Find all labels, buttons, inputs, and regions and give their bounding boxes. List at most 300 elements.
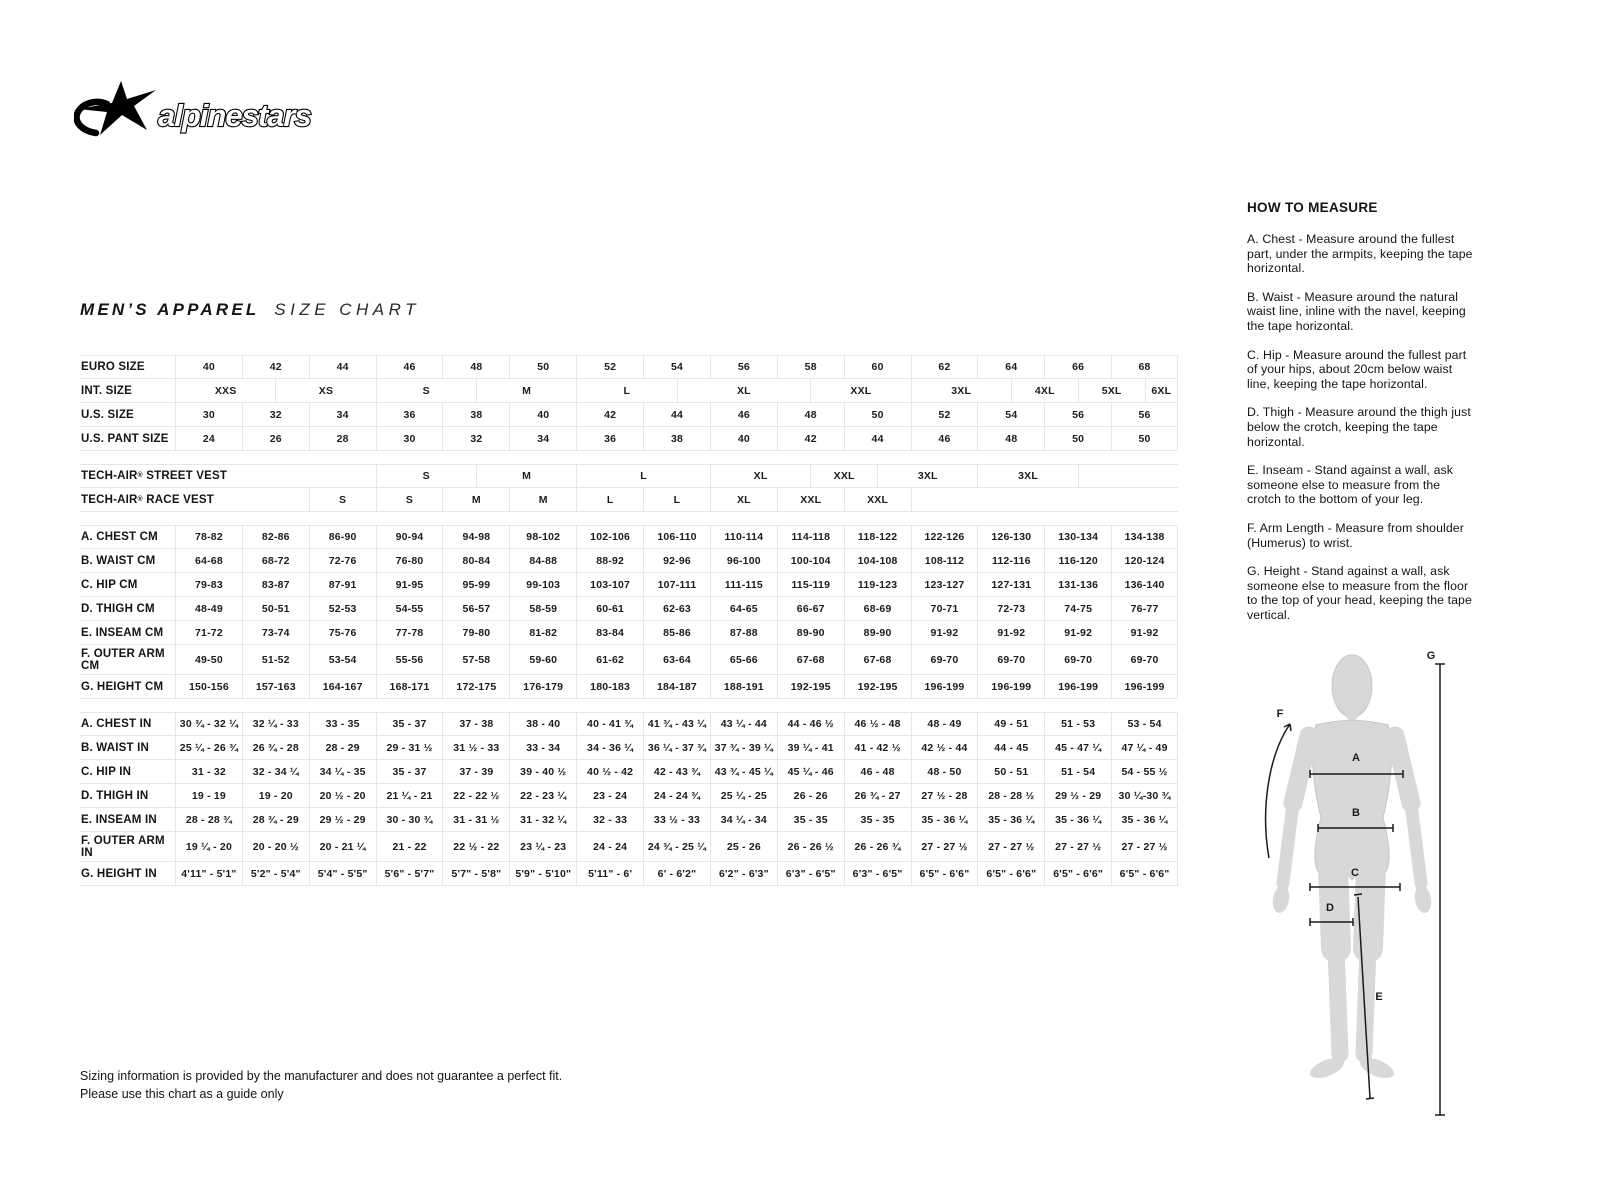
size-cell: 120-124 xyxy=(1111,549,1178,572)
alpinestars-logo xyxy=(74,78,364,144)
size-cell: M xyxy=(476,379,576,402)
measure-panel-title: HOW TO MEASURE xyxy=(1247,200,1378,215)
label-C: C xyxy=(1351,867,1359,879)
size-cell: 88-92 xyxy=(576,549,643,572)
size-cell: 31 - 32 xyxy=(175,760,242,783)
size-cell: 23 ¼ - 23 xyxy=(509,832,576,861)
size-cell: 98-102 xyxy=(509,526,576,548)
footer-disclaimer xyxy=(80,1068,562,1103)
size-cell: 62-63 xyxy=(643,597,710,620)
table-row-tech-air-race-vest xyxy=(80,488,1178,512)
table-row-hip-cm xyxy=(80,573,1178,597)
size-cell: 39 - 40 ½ xyxy=(509,760,576,783)
size-cell: 91-92 xyxy=(1111,621,1178,644)
size-cell: 112-116 xyxy=(977,549,1044,572)
size-cell: 6'5" - 6'6" xyxy=(1111,862,1178,885)
size-cell: 46 ½ - 48 xyxy=(844,713,911,735)
size-cell: 31 - 32 ¼ xyxy=(509,808,576,831)
size-cell: 38 xyxy=(442,403,509,426)
size-cell: 24 xyxy=(175,427,242,450)
size-cell: 89-90 xyxy=(777,621,844,644)
size-cell: 49-50 xyxy=(175,645,242,674)
size-cell: 53-54 xyxy=(309,645,376,674)
size-cell: 35 - 35 xyxy=(844,808,911,831)
size-cell: 36 xyxy=(576,427,643,450)
size-cell: 196-199 xyxy=(1044,675,1111,698)
size-cell: 26 ¾ - 27 xyxy=(844,784,911,807)
size-cell: 56 xyxy=(710,356,777,378)
size-cell: XXL xyxy=(810,465,877,487)
size-cell: XS xyxy=(275,379,375,402)
size-cell: 27 - 27 ½ xyxy=(911,832,978,861)
size-cell: 28 ¾ - 29 xyxy=(242,808,309,831)
size-cell: 108-112 xyxy=(911,549,978,572)
size-cell: 79-80 xyxy=(442,621,509,644)
size-cell: 184-187 xyxy=(643,675,710,698)
size-cell: 164-167 xyxy=(309,675,376,698)
size-cell: 5'9" - 5'10" xyxy=(509,862,576,885)
size-cell: 168-171 xyxy=(376,675,443,698)
size-cell: 95-99 xyxy=(442,573,509,596)
label-B: B xyxy=(1352,807,1360,819)
size-cell: 79-83 xyxy=(175,573,242,596)
size-cell: 30 xyxy=(175,403,242,426)
size-cell: 77-78 xyxy=(376,621,443,644)
size-cell: 196-199 xyxy=(911,675,978,698)
disclaimer-line-2: Please use this chart as a guide only xyxy=(80,1086,284,1101)
size-cell: 61-62 xyxy=(576,645,643,674)
size-cell: 57-58 xyxy=(442,645,509,674)
size-cell: 50 xyxy=(1111,427,1178,450)
size-cell: 134-138 xyxy=(1111,526,1178,548)
size-cell: 60-61 xyxy=(576,597,643,620)
size-cell: 54 xyxy=(977,403,1044,426)
size-cell: 196-199 xyxy=(977,675,1044,698)
row-label-height-in: G. HEIGHT IN xyxy=(81,867,157,880)
size-cell: 36 xyxy=(376,403,443,426)
size-cell: 54 - 55 ½ xyxy=(1111,760,1178,783)
size-cell: 136-140 xyxy=(1111,573,1178,596)
label-F: F xyxy=(1276,708,1284,720)
size-cell: 58-59 xyxy=(509,597,576,620)
size-cell: 90-94 xyxy=(376,526,443,548)
size-cell: 66 xyxy=(1044,356,1111,378)
row-label-tech-air-street-vest: TECH-AIR ® STREET VEST xyxy=(81,470,228,482)
size-cell: 34 xyxy=(309,403,376,426)
size-cell: 5'6" - 5'7" xyxy=(376,862,443,885)
size-cell: S xyxy=(309,488,376,511)
table-row-outer-arm-cm xyxy=(80,645,1178,675)
size-cell: 119-123 xyxy=(844,573,911,596)
size-cell: 107-111 xyxy=(643,573,710,596)
size-cell: 30 ¾ - 32 ¼ xyxy=(175,713,242,735)
table-row-thigh-in xyxy=(80,784,1178,808)
size-cell: 48 - 50 xyxy=(911,760,978,783)
size-cell: 51-52 xyxy=(242,645,309,674)
size-cell: 50 xyxy=(509,356,576,378)
size-cell: 19 ¼ - 20 xyxy=(175,832,242,861)
height-measure-line xyxy=(1435,664,1445,1115)
size-cell: 80-84 xyxy=(442,549,509,572)
size-cell: 83-87 xyxy=(242,573,309,596)
table-row-hip-in xyxy=(80,760,1178,784)
size-cell: 131-136 xyxy=(1044,573,1111,596)
size-cell: 49 - 51 xyxy=(977,713,1044,735)
table-row-chest-cm xyxy=(80,525,1178,549)
row-label-int-size: INT. SIZE xyxy=(81,384,133,397)
size-cell: 35 - 36 ¼ xyxy=(1044,808,1111,831)
size-cell: 192-195 xyxy=(777,675,844,698)
page-title-secondary: SIZE CHART xyxy=(274,300,421,319)
size-cell: 69-70 xyxy=(977,645,1044,674)
size-cell: 62 xyxy=(911,356,978,378)
size-cell: 24 ¾ - 25 ¼ xyxy=(643,832,710,861)
size-cell: S xyxy=(376,488,443,511)
table-row-thigh-cm xyxy=(80,597,1178,621)
size-cell: 32 ¼ - 33 xyxy=(242,713,309,735)
size-cell: 91-95 xyxy=(376,573,443,596)
label-D: D xyxy=(1326,902,1334,914)
row-label-outer-arm-in: F. OUTER ARM IN xyxy=(81,834,165,859)
table-row-waist-cm xyxy=(80,549,1178,573)
size-cell: 52 xyxy=(911,403,978,426)
size-cell: 27 - 27 ½ xyxy=(977,832,1044,861)
size-cell: 33 - 34 xyxy=(509,736,576,759)
size-cell: 26 - 26 ½ xyxy=(777,832,844,861)
size-cell: 100-104 xyxy=(777,549,844,572)
size-cell: 64 xyxy=(977,356,1044,378)
size-cell: 22 - 22 ½ xyxy=(442,784,509,807)
empty-cell xyxy=(1078,465,1178,487)
page-title-primary: MEN’S APPAREL xyxy=(80,300,260,319)
size-cell: 45 - 47 ¼ xyxy=(1044,736,1111,759)
table-row-tech-air-street-vest xyxy=(80,464,1178,488)
size-cell: 34 xyxy=(509,427,576,450)
table-row-chest-in xyxy=(80,712,1178,736)
alpinestars-star-icon xyxy=(77,81,156,135)
size-cell: M xyxy=(442,488,509,511)
size-cell: 176-179 xyxy=(509,675,576,698)
size-cell: 22 - 23 ¼ xyxy=(509,784,576,807)
size-cell: 87-88 xyxy=(710,621,777,644)
row-label-inseam-cm: E. INSEAM CM xyxy=(81,626,164,639)
size-cell: 34 ¼ - 34 xyxy=(710,808,777,831)
row-label-waist-cm: B. WAIST CM xyxy=(81,554,156,567)
size-cell: 35 - 36 ¼ xyxy=(911,808,978,831)
size-cell: 40 - 41 ¾ xyxy=(576,713,643,735)
size-cell: 68 xyxy=(1111,356,1178,378)
size-cell: 66-67 xyxy=(777,597,844,620)
size-cell: 74-75 xyxy=(1044,597,1111,620)
size-cell: 96-100 xyxy=(710,549,777,572)
size-cell: 38 - 40 xyxy=(509,713,576,735)
size-cell: 20 - 21 ¼ xyxy=(309,832,376,861)
size-cell: 6'5" - 6'6" xyxy=(911,862,978,885)
size-cell: 25 ¼ - 25 xyxy=(710,784,777,807)
table-row-outer-arm-in xyxy=(80,832,1178,862)
size-cell: 25 ¼ - 26 ¾ xyxy=(175,736,242,759)
size-cell: 196-199 xyxy=(1111,675,1178,698)
size-cell: 28 - 28 ¾ xyxy=(175,808,242,831)
row-label-hip-cm: C. HIP CM xyxy=(81,578,138,591)
label-G: G xyxy=(1426,650,1436,662)
empty-cell xyxy=(911,488,1178,511)
table-row-us-size xyxy=(80,403,1178,427)
size-cell: 68-72 xyxy=(242,549,309,572)
size-cell: 6'3" - 6'5" xyxy=(844,862,911,885)
measure-item: D. Thigh - Measure around the thigh just below the crotch, keeping the tape horizontal. xyxy=(1247,405,1471,449)
size-cell: 50 xyxy=(844,403,911,426)
size-cell: 157-163 xyxy=(242,675,309,698)
size-cell: 84-88 xyxy=(509,549,576,572)
size-cell: 6'3" - 6'5" xyxy=(777,862,844,885)
size-cell: 37 - 39 xyxy=(442,760,509,783)
size-cell: 54 xyxy=(643,356,710,378)
table-row-int-size xyxy=(80,379,1178,403)
size-cell: 36 ¼ - 37 ¾ xyxy=(643,736,710,759)
size-cell: 5'4" - 5'5" xyxy=(309,862,376,885)
row-label-tech-air-race-vest: TECH-AIR ® RACE VEST xyxy=(81,493,214,506)
size-cell: 38 xyxy=(643,427,710,450)
size-cell: 69-70 xyxy=(1044,645,1111,674)
size-cell: 43 ¼ - 44 xyxy=(710,713,777,735)
size-cell: 32 xyxy=(442,427,509,450)
size-cell: 44 xyxy=(309,356,376,378)
size-cell: 64-65 xyxy=(710,597,777,620)
body-figure-svg xyxy=(1243,618,1453,1118)
size-cell: 127-131 xyxy=(977,573,1044,596)
size-cell: 39 ¼ - 41 xyxy=(777,736,844,759)
size-cell: 44 xyxy=(844,427,911,450)
measure-item: B. Waist - Measure around the natural waist line, inline with the navel, keeping the tape horizontal. xyxy=(1247,289,1466,333)
size-cell: 50-51 xyxy=(242,597,309,620)
size-cell: 111-115 xyxy=(710,573,777,596)
size-cell: 26 ¾ - 28 xyxy=(242,736,309,759)
size-cell: 34 - 36 ¼ xyxy=(576,736,643,759)
row-label-euro-size: EURO SIZE xyxy=(81,361,145,373)
row-label-outer-arm-cm: F. OUTER ARM CM xyxy=(81,647,165,672)
size-cell: 6'5" - 6'6" xyxy=(977,862,1044,885)
size-cell: 27 - 27 ½ xyxy=(1044,832,1111,861)
measure-item: A. Chest - Measure around the fullest part, under the armpits, keeping the tape horizontal. xyxy=(1247,232,1473,276)
table-row-waist-in xyxy=(80,736,1178,760)
size-cell: 114-118 xyxy=(777,526,844,548)
size-cell: 42 - 43 ¾ xyxy=(643,760,710,783)
size-cell: 26 - 26 ¾ xyxy=(844,832,911,861)
measure-item: C. Hip - Measure around the fullest part of your hips, about 20cm below waist line, keeping the tape horizontal. xyxy=(1247,347,1467,391)
size-cell: 56-57 xyxy=(442,597,509,620)
size-cell: S xyxy=(376,465,476,487)
size-cell: 69-70 xyxy=(911,645,978,674)
size-cell: 34 ¼ - 35 xyxy=(309,760,376,783)
size-cell: 48-49 xyxy=(175,597,242,620)
table-row-inseam-cm xyxy=(80,621,1178,645)
size-cell: 29 ½ - 29 xyxy=(309,808,376,831)
size-cell: 52 xyxy=(576,356,643,378)
size-cell: 48 - 49 xyxy=(911,713,978,735)
size-cell: L xyxy=(643,488,710,511)
size-cell: 5'7" - 5'8" xyxy=(442,862,509,885)
size-cell: L xyxy=(576,465,710,487)
size-cell: 76-77 xyxy=(1111,597,1178,620)
size-cell: 54-55 xyxy=(376,597,443,620)
row-label-us-pant-size: U.S. PANT SIZE xyxy=(81,432,169,445)
size-cell: M xyxy=(476,465,576,487)
size-cell: XL xyxy=(710,465,810,487)
size-cell: 72-73 xyxy=(977,597,1044,620)
size-cell: 28 - 29 xyxy=(309,736,376,759)
page-title xyxy=(80,300,420,320)
size-cell: 26 xyxy=(242,427,309,450)
size-cell: 23 - 24 xyxy=(576,784,643,807)
size-cell: 89-90 xyxy=(844,621,911,644)
size-cell: M xyxy=(509,488,576,511)
size-cell: 48 xyxy=(777,403,844,426)
size-cell: 42 xyxy=(777,427,844,450)
size-cell: 4XL xyxy=(1011,379,1078,402)
row-label-height-cm: G. HEIGHT CM xyxy=(81,680,164,693)
size-cell: 59-60 xyxy=(509,645,576,674)
size-cell: 99-103 xyxy=(509,573,576,596)
size-cell: 123-127 xyxy=(911,573,978,596)
size-cell: 48 xyxy=(977,427,1044,450)
size-cell: 44 - 45 xyxy=(977,736,1044,759)
row-label-chest-in: A. CHEST IN xyxy=(81,718,152,730)
size-cell: 32 - 33 xyxy=(576,808,643,831)
size-cell: 81-82 xyxy=(509,621,576,644)
size-cell: 33 - 35 xyxy=(309,713,376,735)
size-cell: 19 - 20 xyxy=(242,784,309,807)
size-cell: 68-69 xyxy=(844,597,911,620)
size-cell: 52-53 xyxy=(309,597,376,620)
size-cell: 70-71 xyxy=(911,597,978,620)
size-cell: 46 xyxy=(911,427,978,450)
measure-panel xyxy=(1247,200,1476,636)
size-cell: 46 - 48 xyxy=(844,760,911,783)
size-cell: 21 - 22 xyxy=(376,832,443,861)
size-cell: 188-191 xyxy=(710,675,777,698)
disclaimer-line-1: Sizing information is provided by the manufacturer and does not guarantee a perfect fit. xyxy=(80,1069,563,1083)
size-cell: 46 xyxy=(710,403,777,426)
size-cell: 35 - 35 xyxy=(777,808,844,831)
table-row-height-in xyxy=(80,862,1178,886)
size-cell: 110-114 xyxy=(710,526,777,548)
size-cell: XXL xyxy=(844,488,911,511)
size-cell: 6XL xyxy=(1145,379,1178,402)
size-cell: 71-72 xyxy=(175,621,242,644)
size-cell: 91-92 xyxy=(977,621,1044,644)
alpinestars-logo-svg xyxy=(74,78,364,144)
size-cell: 42 xyxy=(242,356,309,378)
size-cell: 24 - 24 xyxy=(576,832,643,861)
size-cell: 40 ½ - 42 xyxy=(576,760,643,783)
size-cell: 78-82 xyxy=(175,526,242,548)
size-cell: 21 ¼ - 21 xyxy=(376,784,443,807)
size-cell: 76-80 xyxy=(376,549,443,572)
size-cell: XXL xyxy=(810,379,910,402)
size-cell: 19 - 19 xyxy=(175,784,242,807)
size-cell: 91-92 xyxy=(1044,621,1111,644)
table-row-inseam-in xyxy=(80,808,1178,832)
size-cell: 86-90 xyxy=(309,526,376,548)
size-cell: 87-91 xyxy=(309,573,376,596)
size-cell: 5'2" - 5'4" xyxy=(242,862,309,885)
size-cell: 56 xyxy=(1044,403,1111,426)
size-cell: 3XL xyxy=(977,465,1077,487)
size-cell: 41 - 42 ½ xyxy=(844,736,911,759)
size-cell: 20 ½ - 20 xyxy=(309,784,376,807)
row-label-thigh-in: D. THIGH IN xyxy=(81,789,149,802)
row-label-thigh-cm: D. THIGH CM xyxy=(81,602,155,615)
size-cell: 44 xyxy=(643,403,710,426)
row-label-waist-in: B. WAIST IN xyxy=(81,741,150,754)
size-cell: 46 xyxy=(376,356,443,378)
size-cell: 44 - 46 ½ xyxy=(777,713,844,735)
size-cell: 42 ½ - 44 xyxy=(911,736,978,759)
size-cell: 6'2" - 6'3" xyxy=(710,862,777,885)
size-cell: 115-119 xyxy=(777,573,844,596)
size-cell: 67-68 xyxy=(777,645,844,674)
size-cell: 58 xyxy=(777,356,844,378)
size-cell: 5'11" - 6' xyxy=(576,862,643,885)
measure-item: E. Inseam - Stand against a wall, ask someone else to measure from the crotch to the bottom of your leg. xyxy=(1247,463,1454,507)
size-cell: 60 xyxy=(844,356,911,378)
size-cell: XXL xyxy=(777,488,844,511)
size-cell: 118-122 xyxy=(844,526,911,548)
size-cell: 6' - 6'2" xyxy=(643,862,710,885)
label-A: A xyxy=(1352,752,1360,764)
size-cell: 27 - 27 ½ xyxy=(1111,832,1178,861)
size-cell: 40 xyxy=(710,427,777,450)
size-cell: 150-156 xyxy=(175,675,242,698)
size-cell: 63-64 xyxy=(643,645,710,674)
measure-item: F. Arm Length - Measure from shoulder (Humerus) to wrist. xyxy=(1247,520,1464,550)
measure-item: G. Height - Stand against a wall, ask someone else to measure from the floor to the top of your head, keeping the tape vertical. xyxy=(1247,564,1472,622)
size-cell: 35 - 37 xyxy=(376,760,443,783)
table-row-us-pant-size xyxy=(80,427,1178,451)
size-cell: 67-68 xyxy=(844,645,911,674)
size-cell: 126-130 xyxy=(977,526,1044,548)
size-cell: 106-110 xyxy=(643,526,710,548)
size-cell: L xyxy=(576,379,676,402)
size-cell: 25 - 26 xyxy=(710,832,777,861)
size-cell: 83-84 xyxy=(576,621,643,644)
measure-panel-items xyxy=(1247,232,1476,622)
size-cell: 22 ½ - 22 xyxy=(442,832,509,861)
size-cell: 51 - 54 xyxy=(1044,760,1111,783)
size-cell: 37 - 38 xyxy=(442,713,509,735)
size-cell: 102-106 xyxy=(576,526,643,548)
body-figure xyxy=(1243,618,1453,1118)
size-cell: 122-126 xyxy=(911,526,978,548)
size-cell: 51 - 53 xyxy=(1044,713,1111,735)
size-cell: 41 ¾ - 43 ¼ xyxy=(643,713,710,735)
size-cell: 5XL xyxy=(1078,379,1145,402)
size-table xyxy=(80,355,1178,886)
size-cell: 35 - 36 ¼ xyxy=(1111,808,1178,831)
size-cell: 73-74 xyxy=(242,621,309,644)
size-cell: 37 ¾ - 39 ¼ xyxy=(710,736,777,759)
size-cell: 27 ½ - 28 xyxy=(911,784,978,807)
size-cell: 32 - 34 ¼ xyxy=(242,760,309,783)
size-cell: 172-175 xyxy=(442,675,509,698)
row-label-inseam-in: E. INSEAM IN xyxy=(81,813,157,826)
size-cell: 33 ½ - 33 xyxy=(643,808,710,831)
size-cell: 72-76 xyxy=(309,549,376,572)
size-cell: 30 - 30 ¾ xyxy=(376,808,443,831)
size-cell: 31 ½ - 33 xyxy=(442,736,509,759)
label-E: E xyxy=(1375,991,1383,1003)
